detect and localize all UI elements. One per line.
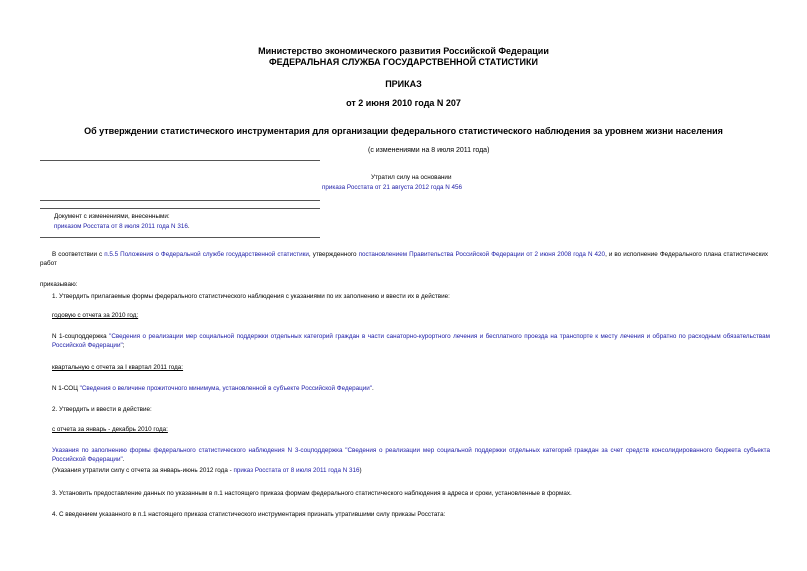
- form-1-code: N 1-соцподдержка: [52, 333, 110, 340]
- form-2-link[interactable]: "Сведения о величине прожиточного минимума, установленной в субъекте Российской Федерации": [79, 385, 372, 392]
- divider: [40, 160, 320, 161]
- amendments-note: (с изменениями на 8 июля 2011 года): [368, 147, 490, 154]
- instructions-end: .: [122, 456, 125, 463]
- instructions-link[interactable]: Указания по заполнению формы федерального статистического наблюдения N 3-соцподдержка "Сведения о реализации мер социальной поддержки отдельных категорий граждан за счет средств консолидированного бюджета субъекта Российской Федерации": [52, 447, 770, 463]
- preamble-text-b: , утвержденного: [308, 251, 359, 258]
- amended-doc-label: Документ с изменениями, внесенными:: [54, 213, 170, 220]
- form-1-soc: [52, 384, 374, 393]
- form-2-end: .: [372, 385, 374, 392]
- document-title: Об утверждении статистического инструментария для организации федерального статистического наблюдения за уровнем жизни населения: [84, 126, 723, 136]
- annual-heading: годовую с отчета за 2010 год:: [52, 312, 139, 319]
- lost-note-link[interactable]: приказ Росстата от 8 июля 2011 года N 316: [233, 467, 360, 474]
- preamble-text-a: В соответствии с: [52, 251, 105, 258]
- divider: [40, 237, 320, 238]
- order-word: приказываю:: [40, 281, 78, 288]
- lost-note-text: (Указания утратили силу с отчета за январь-июнь 2012 года -: [52, 467, 234, 474]
- item-4: 4. С введением указанного в п.1 настоящего приказа статистического инструментария признать утратившими силу приказы Росстата:: [52, 511, 446, 518]
- report-period-heading: с отчета за январь - декабрь 2010 года:: [52, 426, 168, 433]
- quarterly-heading: квартальную с отчета за I квартал 2011 года:: [52, 364, 184, 371]
- preamble-paragraph: [40, 250, 768, 268]
- item-3: 3. Установить предоставление данных по указанным в п.1 настоящего приказа формам федерального статистического наблюдения в адреса и сроки, установленные в формах.: [52, 490, 572, 497]
- preamble-text-c: , и во исполнение Федерального плана статистических работ: [40, 251, 769, 267]
- ministry-name: Министерство экономического развития Российской Федерации: [258, 46, 549, 56]
- amended-doc-line: [54, 222, 190, 231]
- divider: [40, 200, 320, 201]
- form-1-link[interactable]: "Сведения о реализации мер социальной поддержки отдельных категорий граждан в части санаторно-курортного лечения и бесплатного проезда на транспорте к месту лечения и обратно по расходным обязательствам Российской Федерации": [52, 333, 770, 349]
- document-date-number: от 2 июня 2010 года N 207: [346, 98, 461, 108]
- amended-link[interactable]: приказом Росстата от 8 июля 2011 года N 316: [54, 223, 188, 230]
- lost-force-link[interactable]: приказа Росстата от 21 августа 2012 года N 456: [322, 184, 463, 191]
- lost-note-end: ): [359, 467, 362, 474]
- document-type: ПРИКАЗ: [385, 79, 422, 89]
- form-1-end: ;: [122, 342, 125, 349]
- service-name: ФЕДЕРАЛЬНАЯ СЛУЖБА ГОСУДАРСТВЕННОЙ СТАТИСТИКИ: [269, 57, 538, 67]
- item-2: 2. Утвердить и ввести в действие:: [52, 406, 152, 413]
- form-1-socpodderzhka: [52, 332, 770, 350]
- instructions-lost-note: [52, 466, 362, 475]
- item-1: 1. Утвердить прилагаемые формы федерального статистического наблюдения с указаниями по их заполнению и ввести их в действие:: [52, 293, 450, 300]
- amended-end: .: [187, 223, 190, 230]
- instructions-paragraph: [52, 446, 770, 464]
- government-decree-link[interactable]: постановлением Правительства Российской Федерации от 2 июня 2008 года N 420: [358, 251, 606, 258]
- form-2-code: N 1-СОЦ: [52, 385, 80, 392]
- regulation-link[interactable]: п.5.5 Положения о Федеральной службе государственной статистики: [104, 251, 309, 258]
- lost-force-note: Утратил силу на основании: [371, 174, 452, 181]
- divider: [40, 208, 320, 209]
